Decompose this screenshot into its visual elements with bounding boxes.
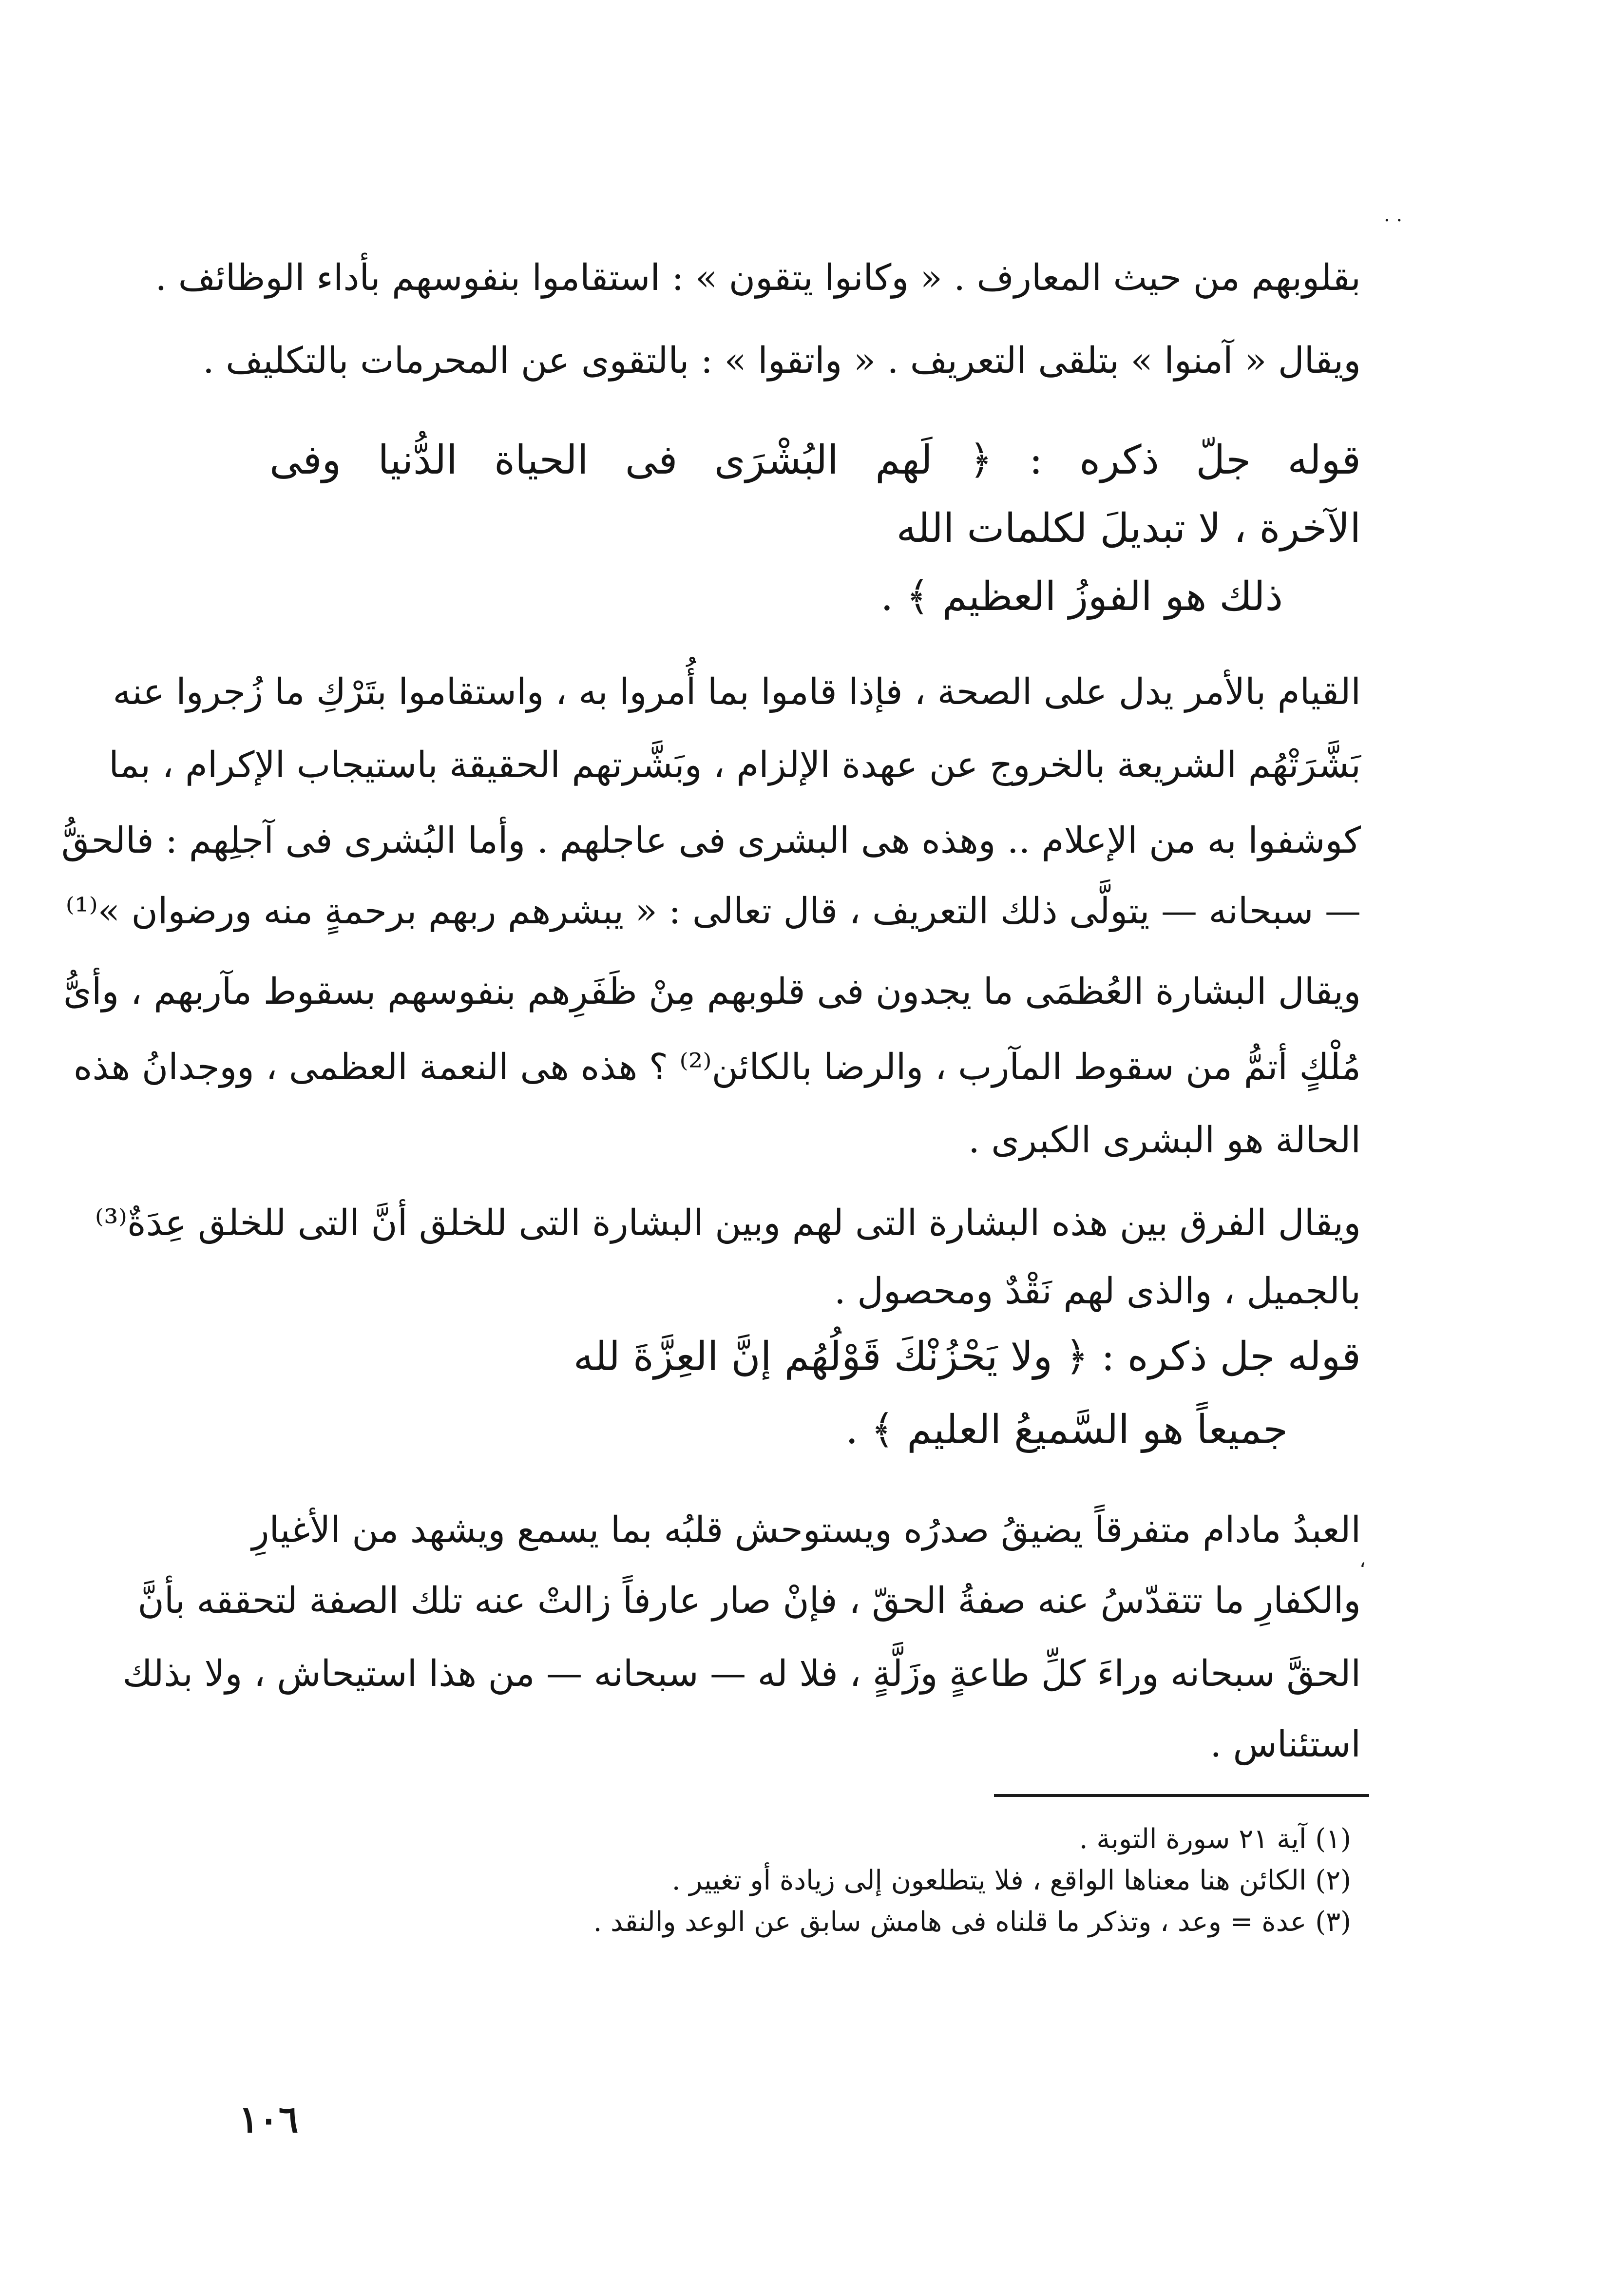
para2-line-1: ويقال البشارة العُظمَى ما يجدون فى قلوبهم مِنْ ظَفَرِهم بنفوسهم بسقوط مآربهم ، وأىُّ bbox=[63, 971, 1361, 1012]
intro-line-2: ويقال « آمنوا » بتلقى التعريف . « واتقوا » : بالتقوى عن المحرمات بالتكليف . bbox=[203, 340, 1361, 382]
para4-line-3: الحقَّ سبحانه وراءَ كلِّ طاعةٍ وزَلَّةٍ ، فلا له — سبحانه — من هذا استيحاش ، ولا بذلك bbox=[122, 1653, 1361, 1695]
side-mark: ، bbox=[1359, 1549, 1366, 1572]
para4-line-4: استئناس . bbox=[1210, 1723, 1361, 1765]
edge-mark: · · bbox=[1384, 210, 1403, 232]
footnote-2: (٢) الكائن هنا معناها الواقع ، فلا يتطلعون إلى زيادة أو تغيير . bbox=[671, 1865, 1351, 1896]
page-number: ١٠٦ bbox=[239, 2098, 299, 2141]
footnote-1: (١) آية ٢١ سورة التوبة . bbox=[1079, 1823, 1351, 1855]
verse2-line-2: جميعاً هو السَّميعُ العليم ﴾ . bbox=[845, 1407, 1288, 1453]
para2-line-2: مُلْكٍ أتمُّ من سقوط المآرب ، والرضا بالكائن⁽²⁾ ؟ هذه هى النعمة العظمى ، ووجدانُ هذه bbox=[73, 1046, 1361, 1088]
para4-line-1: العبدُ مادام متفرقاً يضيقُ صدرُه ويستوحش قلبُه بما يسمع ويشهد من الأغيارِ bbox=[251, 1509, 1361, 1551]
para1-line-4: — سبحانه — يتولَّى ذلك التعريف ، قال تعالى : « يبشرهم ربهم برحمةٍ منه ورضوان »⁽¹⁾ bbox=[65, 890, 1361, 932]
footnote-3: (٣) عدة = وعد ، وتذكر ما قلناه فى هامش سابق عن الوعد والنقد . bbox=[593, 1906, 1351, 1938]
verse1-line-1: قوله جلّ ذكره : ﴿ لَهم البُشْرَى فى الحياة الدُّنيا وفى bbox=[269, 437, 1361, 483]
para1-line-2: بَشَّرَتْهُم الشريعة بالخروج عن عهدة الإلزام ، وبَشَّرتهم الحقيقة باستيجاب الإكرام ، بما bbox=[109, 744, 1361, 786]
intro-line-1: بقلوبهم من حيث المعارف . « وكانوا يتقون » : استقاموا بنفوسهم بأداء الوظائف . bbox=[155, 257, 1361, 299]
para2-line-3: الحالة هو البشرى الكبرى . bbox=[968, 1119, 1361, 1161]
para4-line-2: والكفارِ ما تتقدّسُ عنه صفةُ الحقّ ، فإنْ صار عارفاً زالتْ عنه تلك الصفة لتحققه بأنَّ bbox=[137, 1580, 1361, 1622]
para1-line-3: كوشفوا به من الإعلام .. وهذه هى البشرى فى عاجلهم . وأما البُشرى فى آجلِهم : فالحقُّ bbox=[61, 820, 1361, 861]
para3-line-2: بالجميل ، والذى لهم نَقْدٌ ومحصول . bbox=[834, 1270, 1361, 1312]
verse1-line-2: الآخرة ، لا تبديلَ لكلمات الله bbox=[896, 505, 1361, 552]
verse1-line-3: ذلك هو الفوزُ العظيم ﴾ . bbox=[880, 573, 1283, 620]
verse2-line-1: قوله جل ذكره : ﴿ ولا يَحْزُنْكَ قَوْلُهُم إنَّ العِزَّةَ لله bbox=[573, 1334, 1361, 1380]
para1-line-1: القيام بالأمر يدل على الصحة ، فإذا قاموا بما أُمروا به ، واستقاموا بتَرْكِ ما زُجروا عنه bbox=[113, 671, 1361, 713]
para3-line-1: ويقال الفرق بين هذه البشارة التى لهم وبين البشارة التى للخلق أنَّ التى للخلق عِدَةٌ⁽³⁾ bbox=[95, 1202, 1361, 1244]
footnote-rule bbox=[994, 1794, 1369, 1797]
